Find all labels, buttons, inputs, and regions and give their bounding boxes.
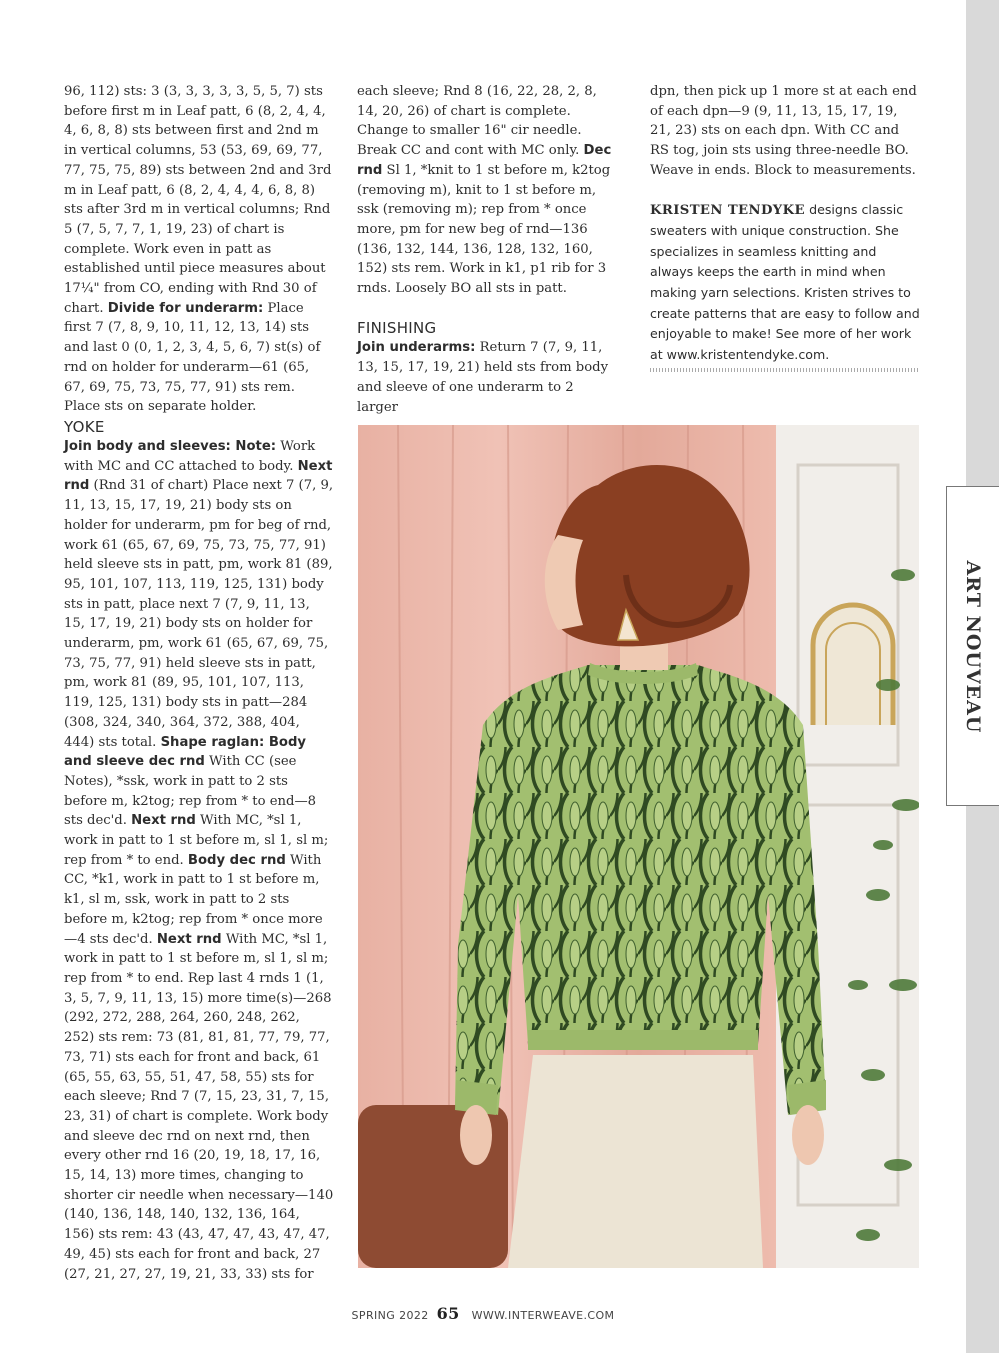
section-tab-label: ART NOUVEAU — [962, 560, 985, 734]
author-bio: KRISTEN TENDYKE designs classic sweaters with unique construction. She specializes in seamless knitting and always keeps the earth in mind when making yarn selections. Kristen strives to create patterns that are easy to follow and enjoyable to make! See more of her work at www.kristentendyke.com. — [650, 202, 920, 363]
body-dec-label: Body dec rnd — [187, 852, 286, 868]
divide-text: Place first 7 (7, 8, 9, 10, 11, 12, 13, 14) sts and last 0 (0, 1, 2, 3, 4, 5, 6, 7) st(s) of rnd on holder for underarm—61 (65, 67, 69, 75, 73, 75, 77, 91) sts rem. Place sts on separate holder. — [64, 300, 321, 415]
column-3 — [650, 82, 920, 366]
column-1-top — [64, 82, 334, 417]
pattern-paragraph: dpn, then pick up 1 more st at each end of each dpn—9 (9, 11, 13, 15, 17, 19, 21, 23) sts on each dpn. With CC and RS tog, join sts using three-needle BO. Weave in ends. Block to measurements. — [650, 84, 917, 178]
bio-divider — [650, 368, 920, 372]
next-rnd-label: Next rnd — [131, 813, 196, 829]
next-rnd-label: Next rnd — [156, 931, 222, 947]
pattern-paragraph: each sleeve; Rnd 8 (16, 22, 28, 2, 8, 14, 20, 26) of chart is complete. Change to smaller 16" cir needle. Break CC and cont with MC only. Dec rnd Sl 1, *knit to 1 st before m, k2tog (removing m), knit to 1 st before m, ssk (removing m); rep from * once more, pm for new beg of rnd—136 (136, 132, 144, 136, 128, 132, 160, 152) sts rem. Work in k1, p1 rib for 3 rnds. Loosely BO all sts in patt. — [357, 84, 612, 297]
page-number: 65 — [436, 1304, 460, 1323]
dec-rnd-label: Dec rnd — [357, 143, 612, 178]
sweater-photo-illustration — [358, 425, 919, 1268]
section-tab — [946, 486, 999, 806]
finishing-paragraph: Join underarms: Return 7 (7, 9, 11, 13, 15, 17, 19, 21) held sts from body and sleeve of one underarm to 2 larger — [357, 340, 609, 415]
pattern-paragraph: 96, 112) sts: 3 (3, 3, 3, 3, 3, 5, 5, 7) sts before first m in Leaf patt, 6 (8, 2, 4, 4, 4, 6, 8, 8) sts between first and 2nd m in vertical columns, 53 (53, 69, 69, 77, 77, 75, 75, 89) sts between 2nd and 3rd m in Leaf patt, 6 (8, 2, 4, 4, 4, 6, 8, 8) sts after 3rd m in vertical columns; Rnd 5 (7, 5, 7, 7, 1, 19, 23) of chart is complete. Work even in patt as established until piece measures about 17¼" from CO, ending with Rnd 30 of chart. Divide for underarm: Place first 7 (7, 8, 9, 10, 11, 12, 13, 14) sts and last 0 (0, 1, 2, 3, 4, 5, 6, 7) st(s) of rnd on holder for underarm—61 (65, 67, 69, 75, 73, 75, 77, 91) sts rem. Place sts on separate holder. — [64, 84, 332, 415]
next-rnd-label: Next rnd — [64, 458, 333, 494]
finishing-heading: FINISHING — [357, 319, 437, 338]
join-label: Join body and sleeves: Note: — [64, 439, 277, 454]
shape-raglan-label: Shape raglan: Body and sleeve dec rnd — [64, 734, 306, 770]
page-footer — [0, 1304, 966, 1323]
join-underarms-label: Join underarms: — [357, 340, 476, 356]
website-label: WWW.INTERWEAVE.COM — [471, 1309, 615, 1322]
sweater-photo — [358, 425, 919, 1268]
column-1-yoke — [64, 417, 334, 1284]
author-name: KRISTEN TENDYKE — [650, 203, 805, 219]
issue-label: SPRING 2022 — [351, 1309, 429, 1322]
yoke-heading: YOKE — [64, 418, 105, 436]
yoke-paragraph: Join body and sleeves: Note: Work with MC and CC attached to body. Next rnd (Rnd 31 of chart) Place next 7 (7, 9, 11, 13, 15, 17, 19, 21) body sts on holder for underarm, pm for beg of rnd, work 61 (65, 67, 69, 75, 73, 75, 77, 91) held sleeve sts in patt, pm, work 81 (89, 95, 101, 107, 113, 119, 125, 131) body sts in patt, place next 7 (7, 9, 11, 13, 15, 17, 19, 21) body sts on holder for underarm, pm, work 61 (65, 67, 69, 75, 73, 75, 77, 91) held sleeve sts in patt, pm, work 81 (89, 95, 101, 107, 113, 119, 125, 131) body sts in patt—284 (308, 324, 340, 364, 372, 388, 404, 444) sts total. Shape raglan: Body and sleeve dec rnd With CC (see Notes), *ssk, work in patt to 2 sts before m, k2tog; rep from * to end—8 sts dec'd. Next rnd With MC, *sl 1, work in patt to 1 st before m, sl 1, sl m; rep from * to end. Body dec rnd With CC, *k1, work in patt to 1 st before m, k1, sl m, ssk, work in patt to 2 sts before m, k2tog; rep from * once more—4 sts dec'd. Next rnd With MC, *sl 1, work in patt to 1 st before m, sl 1, sl m; rep from * to end. Rep last 4 rnds 1 (1, 3, 5, 7, 9, 11, 13, 15) more time(s)—268 (292, 272, 288, 264, 260, 248, 262, 252) sts rem: 73 (81, 81, 81, 77, 79, 77, 73, 71) sts each for front and back, 61 (65, 55, 63, 55, 51, 47, 58, 55) sts for each sleeve; Rnd 7 (7, 15, 23, 31, 7, 15, 23, 31) of chart is complete. Work body and sleeve dec rnd on next rnd, then every other rnd 16 (20, 19, 18, 17, 16, 15, 14, 13) more times, changing to shorter cir needle when necessary—140 (140, 136, 148, 140, 132, 136, 164, 156) sts rem: 43 (43, 47, 47, 43, 47, 47, 49, 45) sts each for front and back, 27 (27, 21, 27, 27, 19, 21, 33, 33) sts for — [64, 439, 334, 1282]
column-2 — [357, 82, 613, 417]
divide-label: Divide for underarm: — [107, 300, 264, 316]
